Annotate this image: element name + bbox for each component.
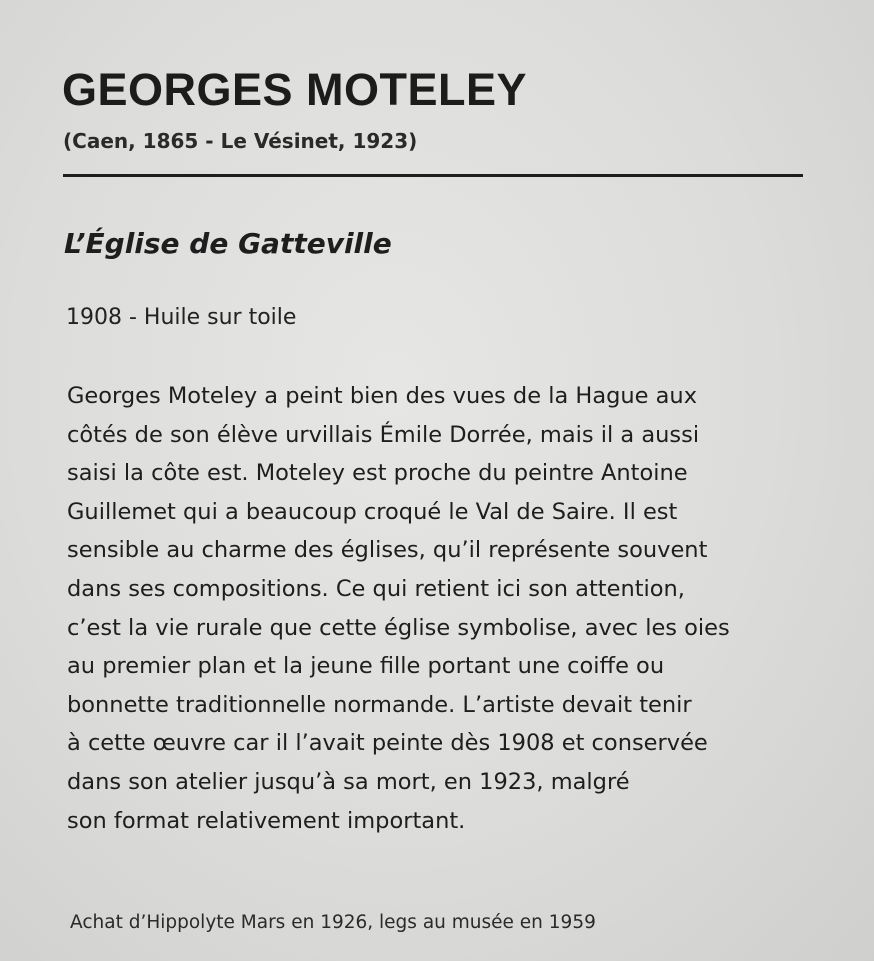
divider-rule (63, 174, 803, 177)
description-line: côtés de son élève urvillais Émile Dorrée, mais il a aussi (67, 421, 700, 448)
description-line: bonnette traditionnelle normande. L’artiste devait tenir (67, 691, 692, 718)
artwork-description (67, 377, 730, 840)
description-line: dans son atelier jusqu’à sa mort, en 1923, malgré (67, 768, 630, 795)
description-line: son format relativement important. (67, 807, 466, 834)
description-line: Guillemet qui a beaucoup croqué le Val de Saire. Il est (67, 498, 678, 525)
provenance-note: Achat d’Hippolyte Mars en 1926, legs au musée en 1959 (70, 912, 596, 933)
description-line: à cette œuvre car il l’avait peinte dès 1908 et conservée (67, 730, 708, 757)
artist-name: GEORGES MOTELEY (62, 64, 528, 115)
description-line: c’est la vie rurale que cette église symbolise, avec les oies (67, 614, 730, 641)
artist-dates: (Caen, 1865 - Le Vésinet, 1923) (63, 129, 418, 153)
description-line: dans ses compositions. Ce qui retient ici son attention, (67, 575, 685, 602)
description-line: Georges Moteley a peint bien des vues de la Hague aux (67, 383, 698, 409)
description-line: au premier plan et la jeune fille portant une coiffe ou (67, 653, 665, 680)
artwork-date-medium: 1908 - Huile sur toile (66, 305, 297, 330)
artwork-title: L’Église de Gatteville (64, 227, 392, 260)
description-line: sensible au charme des églises, qu’il représente souvent (67, 537, 708, 564)
description-line: saisi la côte est. Moteley est proche du peintre Antoine (67, 460, 688, 487)
